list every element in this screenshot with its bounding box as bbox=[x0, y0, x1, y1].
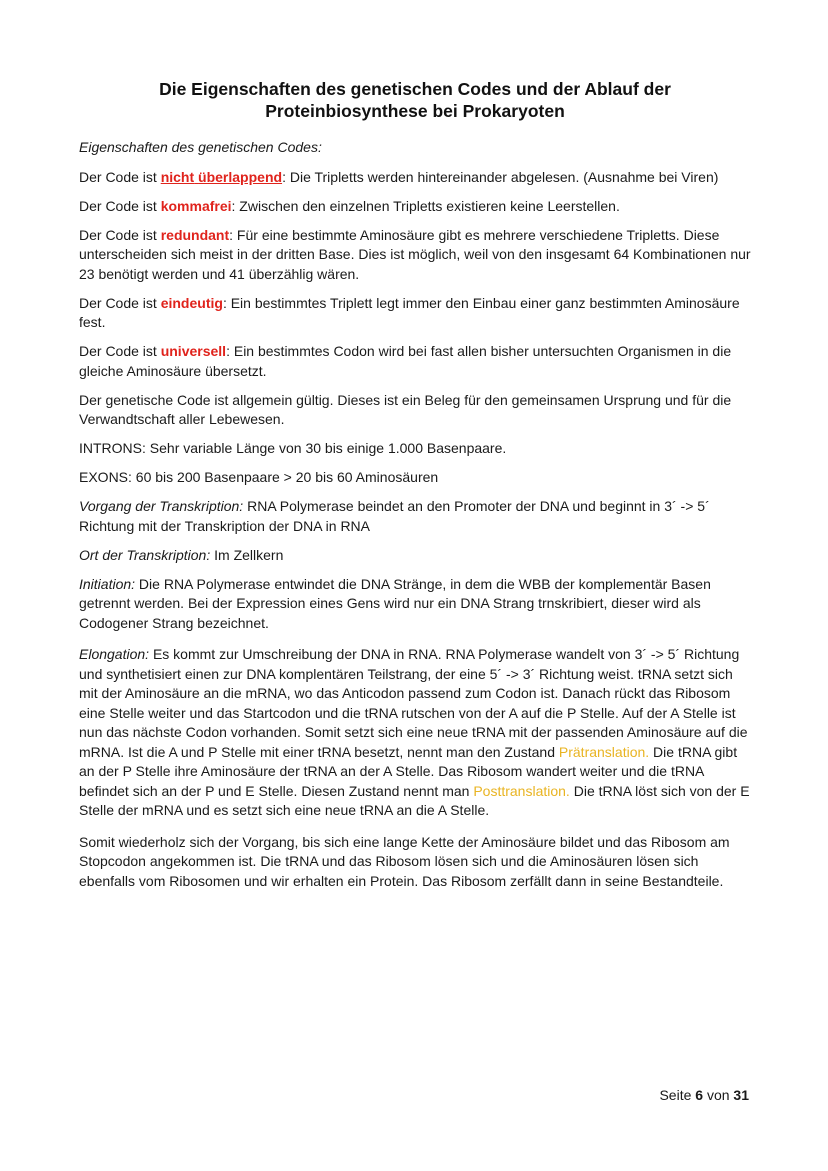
page-title bbox=[79, 78, 751, 122]
footer-current-page: 6 bbox=[695, 1087, 704, 1103]
elongation-text-2: Die tRNA gibt an der P Stelle ihre Aminosäure der tRNA an der A Stelle. Das Ribosom wandert weiter und die tRNA befindet sich an der P und E Stelle. Diesen Zustand nennt man bbox=[79, 743, 738, 799]
transcription-location bbox=[79, 546, 751, 566]
keyword-universell: universell bbox=[160, 343, 227, 359]
initiation-text: Die RNA Polymerase entwindet die DNA Stränge, in dem die WBB der komplementär Basen getrennt werden. Bei der Expression eines Gens wird nur ein DNA Strang trnskribiert, dieser wird als Codogener Strang bezeichnet. bbox=[79, 575, 711, 631]
keyword-redundant: redundant bbox=[160, 226, 230, 243]
page-footer bbox=[659, 1086, 749, 1104]
property-text: : Die Tripletts werden hintereinander abgelesen. (Ausnahme bei Viren) bbox=[282, 168, 719, 185]
title-line-2: Proteinbiosynthese bei Prokaryoten bbox=[265, 101, 565, 121]
property-text: : Ein bestimmtes Codon wird bei fast allen bisher untersuchten Organismen in die gleiche Aminosäure übersetzt. bbox=[79, 343, 732, 379]
section-subheading: Eigenschaften des genetischen Codes: bbox=[79, 139, 322, 155]
footer-total-pages: 31 bbox=[733, 1087, 749, 1103]
initiation-paragraph bbox=[79, 575, 751, 634]
universal-note: Der genetische Code ist allgemein gültig. Dieses ist ein Beleg für den gemeinsamen Ursprung und für die Verwandtschaft aller Lebewesen. bbox=[79, 391, 732, 427]
elongation-text-3: Die tRNA löst sich von der E Stelle der mRNA und es setzt sich eine neue tRNA an die A Stelle. bbox=[79, 782, 750, 818]
keyword-kommafrei: kommafrei bbox=[160, 197, 232, 214]
keyword-nicht: nicht bbox=[160, 168, 195, 185]
property-prefix: Der Code ist bbox=[79, 343, 161, 359]
keyword-eindeutig: eindeutig bbox=[160, 294, 223, 311]
property-commafree bbox=[79, 197, 751, 217]
transcription-process-label: Vorgang der Transkription: bbox=[79, 498, 244, 514]
property-prefix: Der Code ist bbox=[79, 197, 161, 214]
property-text: : Für eine bestimmte Aminosäure gibt es mehrere verschiedene Tripletts. Diese unterscheiden sich meist in der dritten Base. Dies ist möglich, weil von den insgesamt 64 Kombinationen nur 23 benötigt werden und 41 überzählig wären. bbox=[79, 226, 751, 282]
document-page bbox=[79, 78, 751, 901]
property-prefix: Der Code ist bbox=[79, 226, 161, 243]
footer-seite-label: Seite bbox=[659, 1087, 696, 1103]
keyword-ueberlappend: überlappend bbox=[198, 168, 283, 185]
elongation-text-1: Es kommt zur Umschreibung der DNA in RNA. RNA Polymerase wandelt von 3´ -> 5´ Richtung und synthetisiert einen zur DNA komplentären Teilstrang, der eine 5´ -> 3´ Richtung weist. tRNA setzt sich mit der Aminosäure an die mRNA, wo das Anticodon passend zum Codon ist. Danach rückt das Ribosom eine Stelle weiter und das Startcodon und die tRNA rutschen von der A auf die P Stelle. Auf der A Stelle ist nun das nächste Codon vorhanden. Somit setzt sich eine neue tRNA mit der passenden Aminosäure auf die mRNA. Ist die A und P Stelle mit einer tRNA besetzt, nennt man den Zustand bbox=[79, 646, 748, 760]
property-prefix: Der Code ist bbox=[79, 294, 161, 311]
introns-line: INTRONS: Sehr variable Länge von 30 bis einige 1.000 Basenpaare. bbox=[79, 440, 507, 456]
elongation-label: Elongation: bbox=[79, 646, 150, 662]
property-universal bbox=[79, 342, 751, 381]
term-posttranslation: Posttranslation. bbox=[473, 782, 570, 799]
property-overlapping bbox=[79, 168, 751, 188]
exons-line: EXONS: 60 bis 200 Basenpaare > 20 bis 60 Aminosäuren bbox=[79, 469, 439, 485]
transcription-process bbox=[79, 497, 751, 536]
initiation-label: Initiation: bbox=[79, 575, 136, 592]
property-prefix: Der Code ist bbox=[79, 168, 161, 185]
property-text: : Zwischen den einzelnen Tripletts existieren keine Leerstellen. bbox=[231, 197, 620, 214]
property-redundant bbox=[79, 226, 751, 285]
footer-von-label: von bbox=[703, 1087, 734, 1103]
transcription-process-text: RNA Polymerase beindet an den Promoter der DNA und beginnt in 3´ -> 5´ Richtung mit der Transkription der DNA in RNA bbox=[79, 498, 710, 534]
property-unambiguous bbox=[79, 294, 751, 333]
elongation-paragraph bbox=[79, 645, 751, 821]
property-text: : Ein bestimmtes Triplett legt immer den Einbau einer ganz bestimmten Aminosäure fest. bbox=[79, 294, 740, 330]
conclusion-paragraph: Somit wiederholz sich der Vorgang, bis sich eine lange Kette der Aminosäure bildet und das Ribosom am Stopcodon angekommen ist. Die tRNA und das Ribosom lösen sich und die Aminosäuren lösen sich ebenfalls vom Ribosomen und wir erhalten ein Protein. Das Ribosom zerfällt dann in seine Bestandteile. bbox=[79, 833, 730, 889]
title-line-1: Die Eigenschaften des genetischen Codes und der Ablauf der bbox=[159, 79, 671, 99]
transcription-location-text: Im Zellkern bbox=[210, 546, 284, 563]
transcription-location-label: Ort der Transkription: bbox=[79, 546, 211, 563]
term-praetranslation: Prätranslation. bbox=[558, 743, 650, 760]
